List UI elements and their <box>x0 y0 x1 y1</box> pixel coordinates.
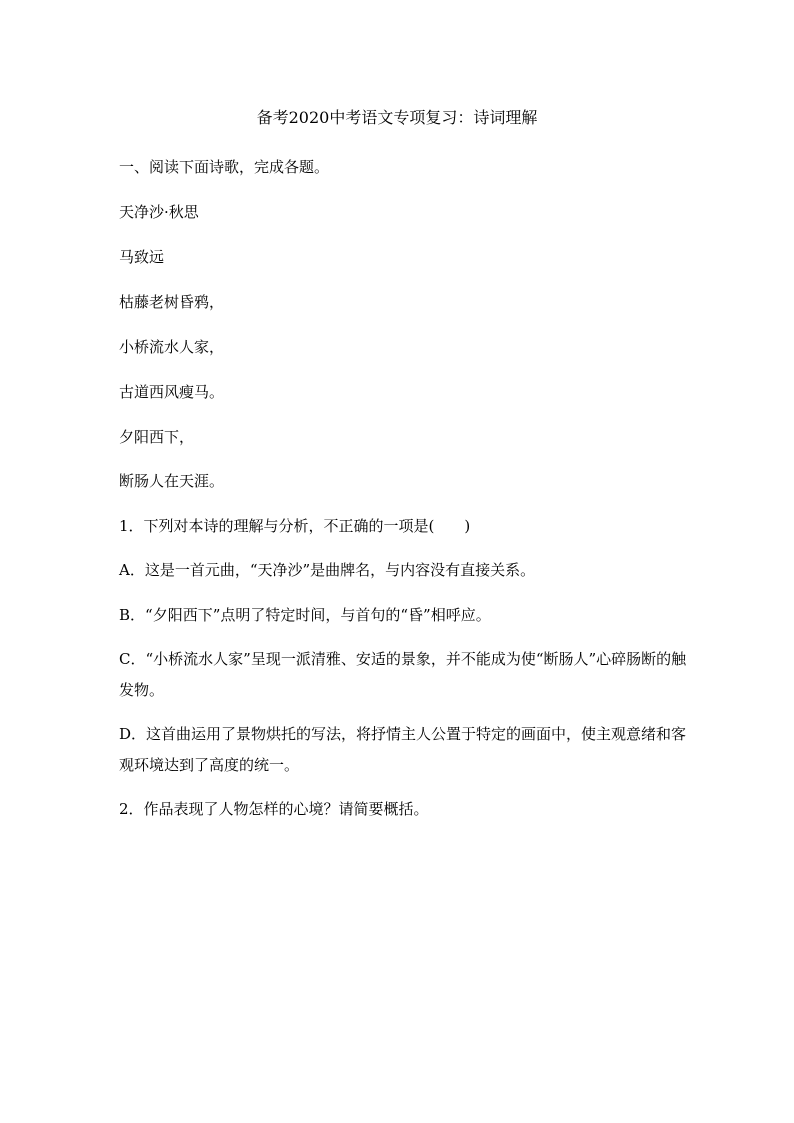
question-1-stem: 1．下列对本诗的理解与分析，不正确的一项是( ) <box>119 517 471 535</box>
question-1-option-d: D．这首曲运用了景物烘托的写法，将抒情主人公置于特定的画面中，使主观意绪和客观环境达到了高度的统一。 <box>119 725 687 774</box>
question-1-option-b: B．“夕阳西下”点明了特定时间，与首句的“昏”相呼应。 <box>119 606 491 624</box>
question-1-option-c: C．“小桥流水人家”呈现一派清雅、安适的景象，并不能成为使“断肠人”心碎肠断的触发物。 <box>119 650 687 699</box>
poem-author: 马致远 <box>119 248 165 266</box>
poem-line: 枯藤老树昏鸦， <box>119 293 225 311</box>
question-1-option-a: A．这是一首元曲，“天净沙”是曲牌名，与内容没有直接关系。 <box>119 561 536 579</box>
section-heading: 一、阅读下面诗歌，完成各题。 <box>119 158 330 176</box>
poem-line: 古道西风瘦马。 <box>119 383 225 401</box>
poem-line: 夕阳西下， <box>119 428 195 446</box>
page-title: 备考2020中考语文专项复习：诗词理解 <box>256 108 538 127</box>
poem-line: 断肠人在天涯。 <box>119 472 225 490</box>
poem-line: 小桥流水人家， <box>119 338 225 356</box>
poem-title: 天净沙·秋思 <box>119 203 199 221</box>
question-2-stem: 2．作品表现了人物怎样的心境？请简要概括。 <box>119 800 429 818</box>
